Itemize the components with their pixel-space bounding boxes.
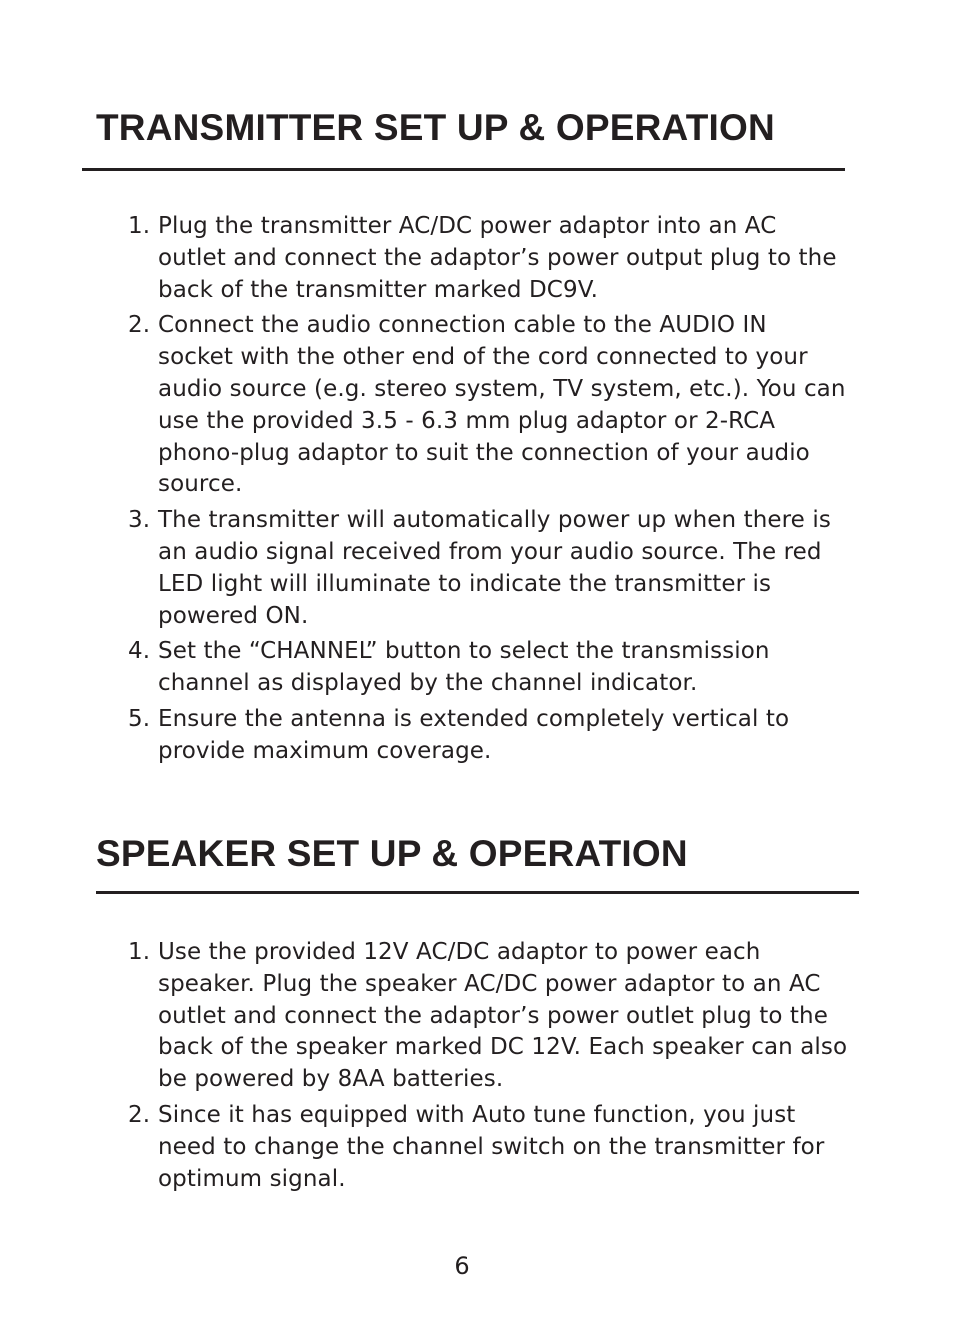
step-number: 5. bbox=[128, 705, 151, 732]
step-text: Connect the audio connection cable to the AUDIO IN socket with the other end of the cord connected to your audio source (e.g. stereo system, TV system, etc.). You can use the provided 3.5 - 6.3 mm plug adaptor or 2-RCA phono-plug adaptor to suit the connection of your audio source. bbox=[158, 312, 846, 498]
step-number: 4. bbox=[128, 638, 151, 665]
transmitter-steps-list bbox=[128, 211, 848, 772]
step-number: 1. bbox=[128, 213, 151, 239]
transmitter-step-2 bbox=[128, 310, 848, 501]
step-text: Ensure the antenna is extended completely vertical to provide maximum coverage. bbox=[158, 705, 790, 764]
transmitter-step-5 bbox=[128, 704, 848, 768]
step-text: Plug the transmitter AC/DC power adaptor into an AC outlet and connect the adaptor’s power output plug to the back of the transmitter marked DC9V. bbox=[158, 213, 837, 303]
step-text: Set the “CHANNEL” button to select the transmission channel as displayed by the channel indicator. bbox=[158, 638, 770, 697]
speaker-section-title: SPEAKER SET UP & OPERATION bbox=[96, 833, 688, 874]
step-text: The transmitter will automatically power up when there is an audio signal received from your audio source. The red LED light will illuminate to indicate the transmitter is powered ON. bbox=[158, 507, 831, 629]
page-number: 6 bbox=[454, 1252, 470, 1280]
transmitter-step-3 bbox=[128, 505, 848, 632]
speaker-steps-list bbox=[128, 937, 848, 1199]
step-text: Use the provided 12V AC/DC adaptor to power each speaker. Plug the speaker AC/DC power adaptor to an AC outlet and connect the adaptor’s power outlet plug to the back of the speaker marked DC 12V. Each speaker can also be powered by 8AA batteries. bbox=[158, 939, 848, 1093]
step-number: 3. bbox=[128, 507, 151, 534]
speaker-title-divider bbox=[96, 891, 859, 894]
transmitter-section-title: TRANSMITTER SET UP & OPERATION bbox=[96, 107, 775, 148]
transmitter-step-1 bbox=[128, 211, 848, 306]
step-number: 1. bbox=[128, 939, 151, 965]
step-text: Since it has equipped with Auto tune function, you just need to change the channel switch on the transmitter for optimum signal. bbox=[158, 1101, 825, 1192]
speaker-step-2 bbox=[128, 1100, 848, 1195]
transmitter-step-4 bbox=[128, 636, 848, 700]
step-number: 2. bbox=[128, 312, 151, 339]
speaker-step-1 bbox=[128, 937, 848, 1096]
transmitter-title-divider bbox=[82, 168, 845, 171]
step-number: 2. bbox=[128, 1101, 151, 1128]
